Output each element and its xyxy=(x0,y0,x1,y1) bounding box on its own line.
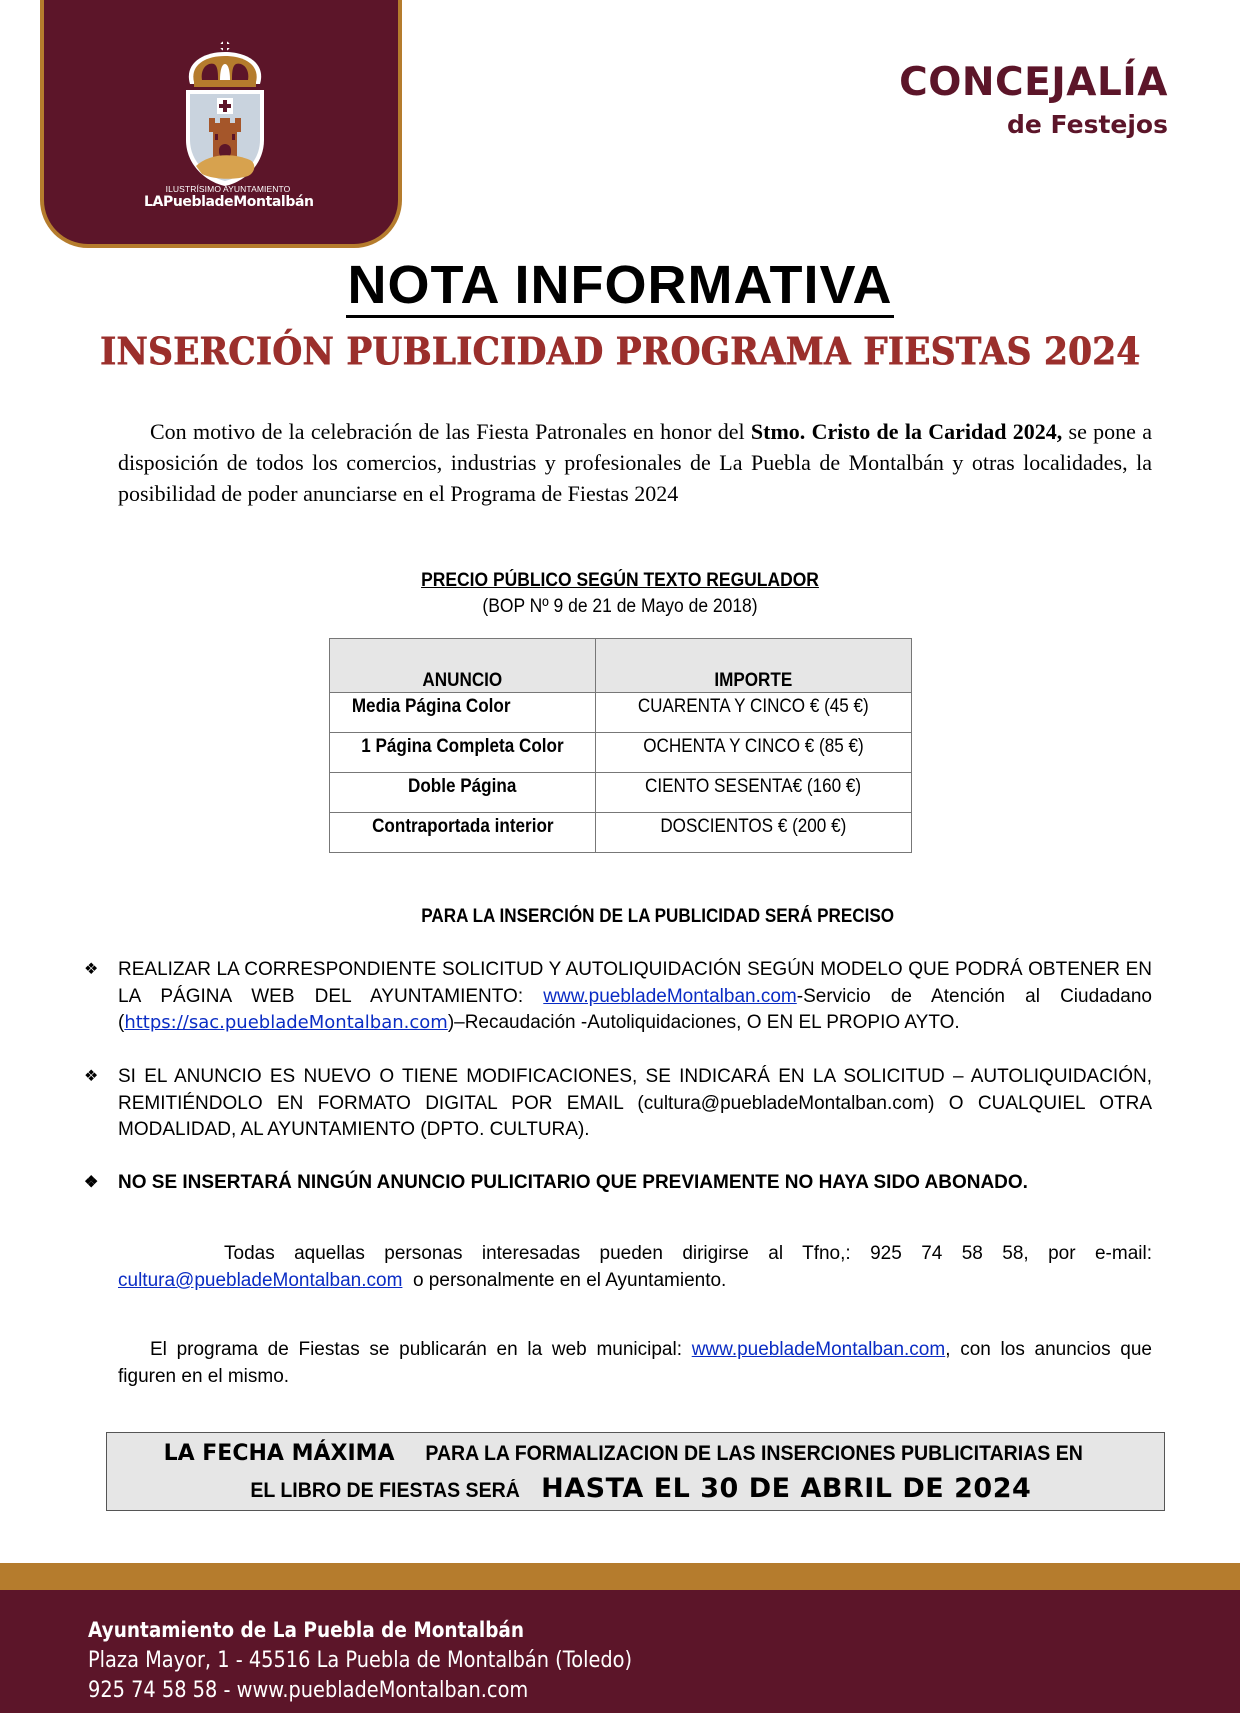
table-header-row xyxy=(330,639,912,693)
ad-type-cell: Media Página Color xyxy=(330,693,596,733)
amount-cell: CIENTO SESENTA€ (160 €) xyxy=(596,773,912,813)
footer xyxy=(0,1590,1240,1713)
footer-address: Plaza Mayor, 1 - 45516 La Puebla de Montalbán (Toledo) xyxy=(88,1648,633,1673)
logo-caption-bottom: LAPuebladeMontalbán xyxy=(144,194,314,210)
deadline-box: LA FECHA MÁXIMA PARA LA FORMALIZACION DE LAS INSERCIONES PUBLICITARIAS EN EL LIBRO DE FIESTAS SERÁ HASTA EL 30 DE ABRIL DE 2024 xyxy=(106,1432,1165,1511)
diamond-bullet-icon: ❖ xyxy=(84,1068,99,1085)
price-section-title: PRECIO PÚBLICO SEGÚN TEXTO REGULADOR xyxy=(421,570,819,591)
intro-paragraph: Con motivo de la celebración de las Fiesta Patronales en honor del Stmo. Cristo de la Caridad 2024, se pone a disposición de todos los comercios, industrias y profesionales de La Puebla de Montalbán y otras localidades, la posibilidad de poder anunciarse en el Programa de Fiestas 2024 xyxy=(118,419,1152,506)
logo-banner xyxy=(40,0,402,248)
sac-link[interactable]: https://sac.puebladeMontalban.com xyxy=(124,1012,448,1033)
department-subtitle: de Festejos xyxy=(1007,110,1168,139)
diamond-bullet-icon: ❖ xyxy=(84,961,99,978)
table-row xyxy=(330,773,912,813)
price-reference: (BOP Nº 9 de 21 de Mayo de 2018) xyxy=(482,596,758,617)
column-header-ad: ANUNCIO xyxy=(330,639,596,693)
requirements-title: PARA LA INSERCIÓN DE LA PUBLICIDAD SERÁ PRECISO xyxy=(421,906,894,927)
requirement-item: ❖ SI EL ANUNCIO ES NUEVO O TIENE MODIFICACIONES, SE INDICARÁ EN LA SOLICITUD – AUTOLIQUIDACIÓN, REMITIÉNDOLO EN FORMATO DIGITAL POR EMAIL (cultura@puebladeMontalban.com) O CUALQUIEL OTRA MODALIDAD, AL AYUNTAMIENTO (DPTO. CULTURA). xyxy=(84,1066,1152,1140)
website-link[interactable]: www.puebladeMontalban.com xyxy=(691,1339,946,1360)
patron-name: Stmo. Cristo de la Caridad 2024, xyxy=(750,419,1063,444)
price-table xyxy=(329,638,912,853)
amount-cell: DOSCIENTOS € (200 €) xyxy=(596,813,912,853)
column-header-amount: IMPORTE xyxy=(596,639,912,693)
requirement-item: ❖ NO SE INSERTARÁ NINGÚN ANUNCIO PULICITARIO QUE PREVIAMENTE NO HAYA SIDO ABONADO. xyxy=(84,1170,1152,1197)
table-row xyxy=(330,733,912,773)
footer-contact: 925 74 58 58 - www.puebladeMontalban.com xyxy=(88,1678,529,1703)
table-row xyxy=(330,693,912,733)
page-subtitle: INSERCIÓN PUBLICIDAD PROGRAMA FIESTAS 2024 xyxy=(99,329,1141,375)
footer-organization: Ayuntamiento de La Puebla de Montalbán xyxy=(88,1618,525,1642)
email-link[interactable]: cultura@puebladeMontalban.com xyxy=(118,1270,403,1291)
amount-cell: CUARENTA Y CINCO € (45 €) xyxy=(596,693,912,733)
department-title: CONCEJALÍA xyxy=(899,60,1168,105)
requirement-item: ❖ REALIZAR LA CORRESPONDIENTE SOLICITUD Y AUTOLIQUIDACIÓN SEGÚN MODELO QUE PODRÁ OBTENER EN LA PÁGINA WEB DEL AYUNTAMIENTO: www.puebladeMontalban.com-Servicio de Atención al Ciudadano (https://sac.puebladeMontalban.com)–Recaudación -Autoliquidaciones, O EN EL PROPIO AYTO. xyxy=(84,959,1153,1033)
table-row xyxy=(330,813,912,853)
ad-type-cell: Contraportada interior xyxy=(330,813,596,853)
ad-type-cell: 1 Página Completa Color xyxy=(330,733,596,773)
page-title: NOTA INFORMATIVA xyxy=(0,254,1240,318)
diamond-bullet-icon: ❖ xyxy=(84,1174,99,1191)
contact-paragraph: Todas aquellas personas interesadas pueden dirigirse al Tfno,: 925 74 58 58, por e-mail: cultura@puebladeMontalban.com o personalmente en el Ayuntamiento. xyxy=(118,1243,1152,1291)
deadline-date: HASTA EL 30 DE ABRIL DE 2024 xyxy=(541,1473,1032,1504)
coat-of-arms-icon xyxy=(182,40,268,190)
logo-caption-top: ILUSTRÍSIMO AYUNTAMIENTO xyxy=(165,184,291,194)
website-link[interactable]: www.puebladeMontalban.com xyxy=(543,985,797,1007)
footer-gold-stripe xyxy=(0,1563,1240,1590)
ad-type-cell: Doble Página xyxy=(330,773,596,813)
amount-cell: OCHENTA Y CINCO € (85 €) xyxy=(596,733,912,773)
publish-paragraph: El programa de Fiestas se publicarán en la web municipal: www.puebladeMontalban.com, con los anuncios que figuren en el mismo. xyxy=(118,1339,1152,1387)
